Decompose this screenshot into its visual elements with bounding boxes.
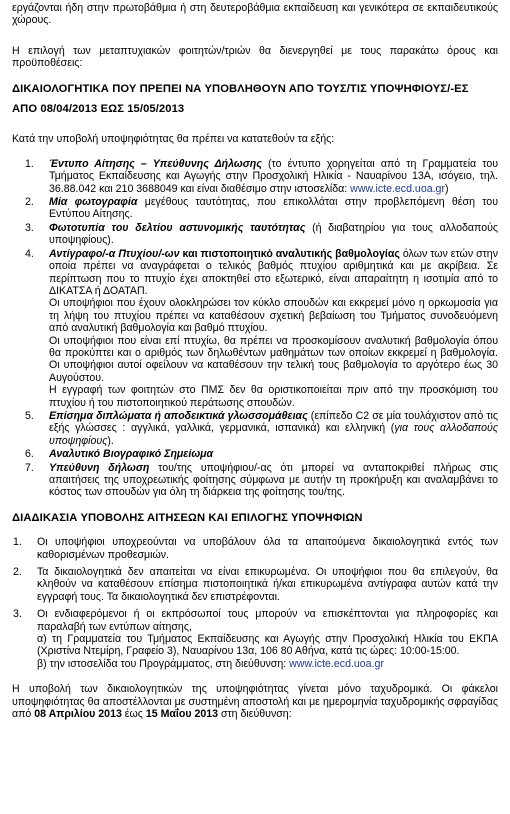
list-item-number: 7.	[25, 461, 34, 474]
list-item-paragraph: Οι υποψήφιοι που είναι επί πτυχίω, θα πρέπει να προσκομίσουν αναλυτική βαθμολογία όπου θα προκύπτει και ο αριθμός των δηλωθέντων μαθημάτων των οποίων εκκρεμεί η βαθμολογία. Οι υποψήφιοι αυτοί οφείλουν να καταθέσουν την τελική τους βαθμολογία το αργότερο έως 30 Αυγούστου.	[49, 334, 498, 384]
list-item-number: 5.	[25, 409, 34, 422]
documents-list	[12, 158, 498, 499]
list-item-text: Τα δικαιολογητικά δεν απαιτείται να είναι επικυρωμένα. Οι υποψήφιοι που θα επιλεγούν, θα κληθούν να καταθέσουν επίσημα πιστοποιητικά ή/και επικυρωμένα αντίγραφα αυτών κατά την εγγραφή τους. Τα δικαιολογητικά δεν επιστρέφονται.	[37, 566, 498, 603]
closing-paragraph	[12, 683, 498, 720]
list-item-text: του/της υποψήφιου/-ας ότι μπορεί να ανταποκριθεί πλήρως στις απαιτήσεις της υποχρεωτικής φοίτησης σύμφωνα με αυτήν τη προκήρυξη και αναλαμβάνει το κόστος των σπουδών για όλη τη διάρκεια της φοίτησης του/της.	[49, 461, 498, 499]
list-item-title: Υπεύθυνη δήλωση	[49, 461, 150, 474]
list-item-title: Φωτοτυπία του δελτίου αστυνομικής ταυτότητας	[49, 221, 306, 234]
closing-text: έως	[121, 708, 146, 721]
list-item-number: 3.	[13, 608, 22, 621]
documents-dates: ΑΠΟ 08/04/2013 ΕΩΣ 15/05/2013	[12, 103, 185, 116]
list-item-tail: ).	[107, 434, 114, 447]
list-item	[12, 462, 498, 499]
end-date: 15 Μαΐου 2013	[145, 708, 219, 721]
list-item-text: (επίπεδο C2 σε μία τουλάχιστον από τις εξής γλώσσες : αγγλικά, γαλλικά, γερμανικά, ισπανικά) και ελληνική (	[49, 409, 498, 435]
list-item-title: Έντυπο Αίτησης – Υπεύθυνης Δήλωσης	[49, 157, 262, 170]
documents-heading: ΔΙΚΑΙΟΛΟΓΗΤΙΚΑ ΠΟΥ ΠΡΕΠΕΙ ΝΑ ΥΠΟΒΛΗΘΟΥΝ ΑΠΟ ΤΟΥΣ/ΤΙΣ ΥΠΟΨΗΦΙΟΥΣ/-ΕΣ	[12, 82, 469, 95]
start-date: 08 Απριλίου 2013	[34, 708, 122, 721]
website-link[interactable]: www.icte.ecd.uoa.gr	[289, 657, 384, 670]
list-item-subtitle: και πιστοποιητικό αναλυτικής βαθμολογίας	[182, 247, 400, 260]
list-item	[12, 410, 498, 447]
closing-text: στη διεύθυνση:	[218, 708, 292, 721]
list-item-paragraph: Η εγγραφή των φοιτητών στο ΠΜΣ δεν θα οριστικοποιείται πριν από την προσκόμιση του πτυχίου ή του πιστοποιητικού περάτωσης σπουδών.	[49, 384, 498, 409]
list-item	[12, 222, 498, 247]
website-info-text: β) την ιστοσελίδα του Προγράμματος, στη διεύθυνση:	[37, 657, 290, 670]
website-info	[37, 658, 498, 670]
secretariat-info: α) τη Γραμματεία του Τμήματος Εκπαίδευσης και Αγωγής στην Προσχολική Ηλικία του ΕΚΠΑ (Χριστίνα Ντεμίρη, Γραφείο 3), Ναυαρίνου 13α, 106 80 Αθήνα, κατά τις ώρες: 10:00-15:00.	[37, 633, 498, 658]
list-item-title: Αναλυτικό Βιογραφικό Σημείωμα	[49, 448, 214, 461]
documents-intro: Κατά την υποβολή υποψηφιότητας θα πρέπει να κατατεθούν τα εξής:	[12, 133, 335, 146]
list-item-number: 1.	[25, 157, 34, 170]
list-item-text: όλων των ετών στην οποία πρέπει να αναγράφεται ο τελικός βαθμός πτυχίου αριθμητικά και με ακρίβεια. Σε περίπτωση που το πτυχίο έχει αποκτηθεί στο εξωτερικό, είναι απαραίτητη η ισοτιμία από το ΔΙΚΑΤΣΑ ή ΔΟΑΤΑΠ.	[49, 247, 498, 297]
list-item-number: 3.	[25, 221, 34, 234]
list-item-tail: )	[444, 182, 449, 195]
list-item	[12, 248, 498, 409]
list-item-text: (το έντυπο χορηγείται από τη Γραμματεία του Τμήματος Εκπαίδευσης και Αγωγής στην Προσχολική Ηλικία - Ναυαρίνου 13Α, ισόγειο, τηλ. 36.88.042 και 210 3688049 και είναι διαθέσιμο στην ιστοσελίδα:	[49, 157, 499, 195]
list-item-text: (ή διαβατηρίου για τους αλλοδαπούς υποψηφίους).	[49, 221, 498, 247]
list-item	[12, 608, 498, 670]
list-item-paragraph: Οι υποψήφιοι που έχουν ολοκληρώσει τον κύκλο σπουδών και εκκρεμεί μόνο η ορκωμοσία για τη λήψη του πτυχίου πρέπει να καταθέσουν σχετική βεβαίωση του Τμήματος συνοδευόμενη από αναλυτική βαθμολογία και βαθμό πτυχίου.	[49, 297, 498, 335]
list-item-title: Επίσημα διπλώματα ή αποδεικτικά γλωσσομάθειας	[49, 409, 308, 422]
list-item-title: Μία φωτογραφία	[49, 196, 138, 209]
closing-text: Η υποβολή των δικαιολογητικών της υποψηφιότητας γίνεται μόνο ταχυδρομικά. Οι φάκελοι υποψηφιότητας θα αποστέλλονται με συστημένη αποστολή και με ημερομηνία ταχυδρομικής σφραγίδας από	[12, 683, 498, 721]
website-link[interactable]: www.icte.ecd.uoa.gr	[350, 182, 445, 195]
procedure-heading: ΔΙΑΔΙΚΑΣΙΑ ΥΠΟΒΟΛΗΣ ΑΙΤΗΣΕΩΝ ΚΑΙ ΕΠΙΛΟΓΗΣ ΥΠΟΨΗΦΙΩΝ	[12, 511, 363, 524]
list-item	[12, 536, 498, 561]
list-item-title: Αντίγραφο/-α Πτυχίου/-ων	[49, 247, 180, 260]
list-item-text: Οι υποψήφιοι υποχρεούνται να υποβάλουν όλα τα απαιτούμενα δικαιολογητικά εντός των καθορισμένων προθεσμιών.	[37, 536, 498, 561]
list-item	[12, 448, 498, 460]
list-item	[12, 158, 498, 195]
list-item-text: Οι ενδιαφερόμενοι ή οι εκπρόσωποί τους μπορούν να επισκέπτονται για πληροφορίες και παραλαβή των εντύπων αίτησης,	[37, 608, 498, 633]
list-item	[12, 196, 498, 221]
selection-terms-paragraph: Η επιλογή των μεταπτυχιακών φοιτητών/τριών θα διενεργηθεί με τους παρακάτω όρους και προϋποθέσεις:	[12, 44, 498, 70]
intro-paragraph: εργάζονται ήδη στην πρωτοβάθμια ή στη δευτεροβάθμια εκπαίδευση και γενικότερα σε εκπαιδευτικούς χώρους.	[12, 2, 498, 27]
list-item-text: μεγέθους ταυτότητας, που επικολλάται στην προβλεπόμενη θέση του Εντύπου Αίτησης.	[49, 196, 498, 221]
procedure-list	[12, 536, 498, 670]
list-item-number: 6.	[25, 448, 34, 461]
list-item-number: 1.	[13, 536, 22, 549]
list-item-italic: για τους αλλοδαπούς υποψηφίους	[49, 422, 498, 447]
list-item-number: 2.	[25, 196, 34, 209]
list-item	[12, 566, 498, 603]
list-item-number: 2.	[13, 566, 22, 579]
list-item-number: 4.	[25, 247, 34, 260]
